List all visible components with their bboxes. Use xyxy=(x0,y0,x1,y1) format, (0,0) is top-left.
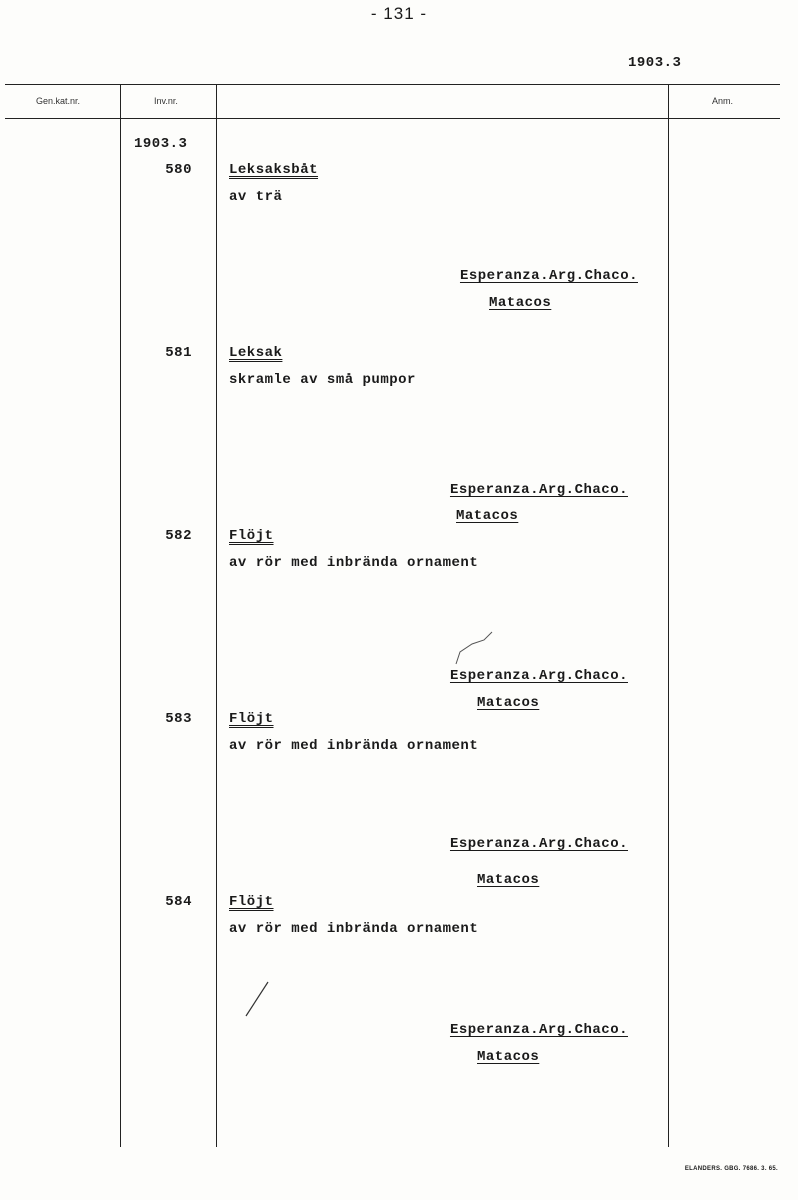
printer-footer: ELANDERS. GBG. 7686. 3. 65. xyxy=(684,1166,778,1172)
entry-location: Esperanza.Arg.Chaco. xyxy=(449,668,628,684)
inv-number: 582 xyxy=(165,528,192,544)
entry-title: Leksaksbåt xyxy=(229,162,319,178)
page-number: - 131 - xyxy=(370,4,428,23)
pencil-stroke xyxy=(240,978,280,1023)
inv-number: 581 xyxy=(165,345,192,361)
entry-people: Matacos xyxy=(489,295,552,311)
column-header-gen-kat: Gen.kat.nr. xyxy=(36,96,81,106)
entry-people: Matacos xyxy=(477,695,540,711)
pencil-mark xyxy=(450,628,500,668)
inv-number: 583 xyxy=(165,711,192,727)
inv-number: 584 xyxy=(165,894,192,910)
entry-people: Matacos xyxy=(456,508,519,524)
entry-people: Matacos xyxy=(477,872,540,888)
column-divider-desc-anm xyxy=(668,84,669,1147)
entry-description: av rör med inbrända ornament xyxy=(229,921,479,937)
entry-title: Leksak xyxy=(229,345,283,361)
entry-title: Flöjt xyxy=(229,894,274,910)
entry-description: av rör med inbrända ornament xyxy=(229,555,479,571)
entry-description: skramle av små pumpor xyxy=(229,372,416,388)
entry-location: Esperanza.Arg.Chaco. xyxy=(449,836,628,852)
entry-location: Esperanza.Arg.Chaco. xyxy=(449,1022,628,1038)
entry-description: av rör med inbrända ornament xyxy=(229,738,479,754)
entry-people: Matacos xyxy=(477,1049,540,1065)
column-header-anm: Anm. xyxy=(712,96,734,106)
column-divider-inv-desc xyxy=(216,84,217,1147)
entry-location: Esperanza.Arg.Chaco. xyxy=(459,268,638,284)
header-bottom-rule xyxy=(5,118,780,119)
header-top-rule xyxy=(5,84,780,85)
entry-title: Flöjt xyxy=(229,711,274,727)
accession-header: 1903.3 xyxy=(628,55,682,71)
entry-title: Flöjt xyxy=(229,528,274,544)
entry-location: Esperanza.Arg.Chaco. xyxy=(449,482,628,498)
group-accession: 1903.3 xyxy=(134,136,188,152)
column-header-inv: Inv.nr. xyxy=(154,96,178,106)
entry-description: av trä xyxy=(229,189,283,205)
inv-number: 580 xyxy=(165,162,192,178)
column-divider-gen-inv xyxy=(120,84,121,1147)
